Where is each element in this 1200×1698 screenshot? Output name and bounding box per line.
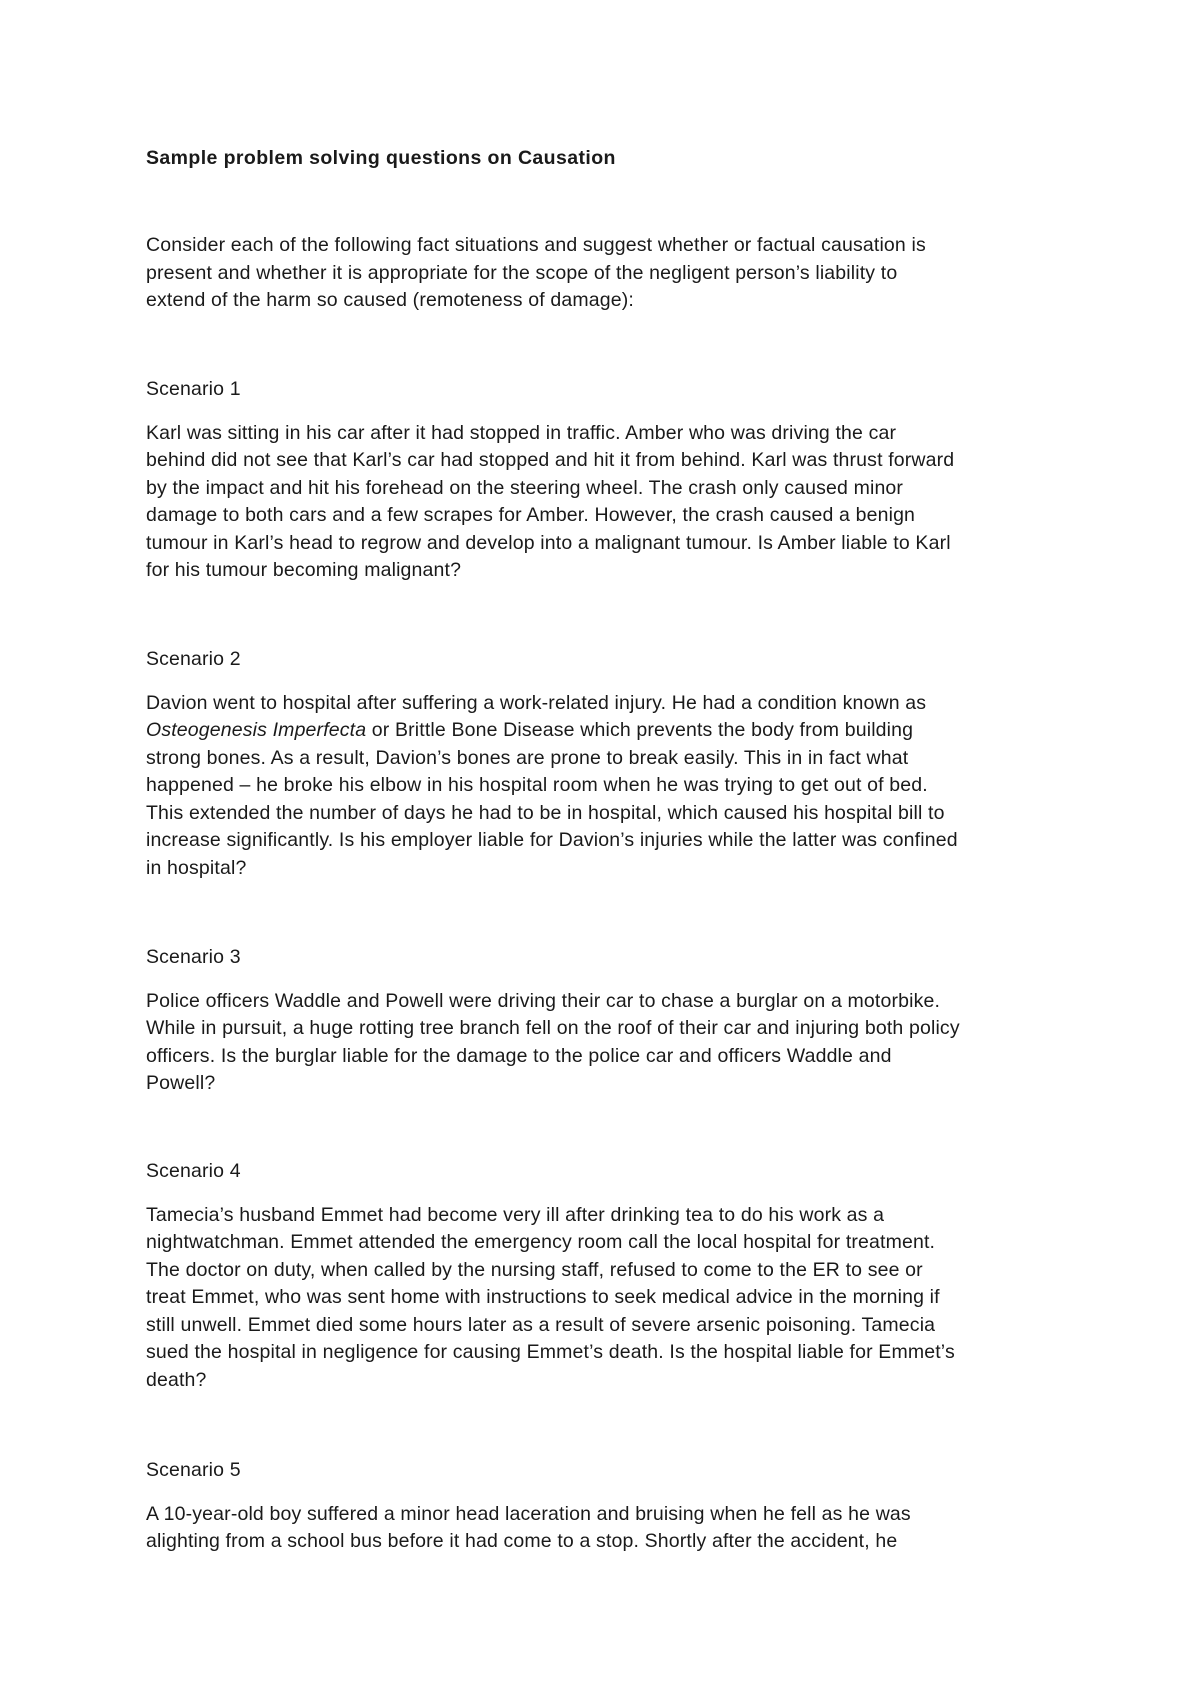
scenario-5 (146, 1457, 1066, 1556)
body-line: for his tumour becoming malignant? (146, 559, 462, 581)
body-line: still unwell. Emmet died some hours later as a result of severe arsenic poisoning. Tamecia (146, 1313, 936, 1336)
body-line: happened – he broke his elbow in his hospital room when he was trying to get out of bed. (146, 774, 928, 796)
body-line: behind did not see that Karl’s car had stopped and hit it from behind. Karl was thrust forward (146, 449, 955, 471)
body-line: increase significantly. Is his employer liable for Davion’s injuries while the latter was confined (146, 829, 958, 851)
body-line: damage to both cars and a few scrapes for Amber. However, the crash caused a benign (146, 504, 916, 526)
body-line: alighting from a school bus before it had come to a stop. Shortly after the accident, he (146, 1530, 898, 1552)
intro-paragraph (146, 232, 1066, 315)
body-line: treat Emmet, who was sent home with instructions to seek medical advice in the morning if (146, 1286, 940, 1308)
body-line-rest: or Brittle Bone Disease which prevents the body from building (366, 719, 914, 741)
scenario-body (146, 1501, 1066, 1556)
scenario-heading: Scenario 1 (146, 378, 241, 400)
body-line: Karl was sitting in his car after it had stopped in traffic. Amber who was driving the car (146, 421, 897, 444)
scenario-3 (146, 944, 1066, 1098)
body-line: A 10-year-old boy suffered a minor head laceration and bruising when he fell as he was (146, 1502, 911, 1525)
scenario-4 (146, 1158, 1066, 1394)
scenario-heading: Scenario 3 (146, 946, 241, 968)
scenario-heading: Scenario 5 (146, 1459, 241, 1481)
body-line: The doctor on duty, when called by the nursing staff, refused to come to the ER to see or (146, 1258, 923, 1281)
scenario-2 (146, 646, 1066, 882)
scenario-heading: Scenario 4 (146, 1160, 241, 1182)
scenario-heading: Scenario 2 (146, 648, 241, 670)
body-line: officers. Is the burglar liable for the damage to the police car and officers Waddle and (146, 1044, 892, 1067)
scenario-body (146, 988, 1066, 1098)
intro-line: present and whether it is appropriate for the scope of the negligent person’s liability to (146, 261, 898, 284)
scenario-body (146, 420, 1066, 585)
scenario-1 (146, 376, 1066, 585)
disease-name-italic: Osteogenesis Imperfecta (146, 719, 367, 741)
body-line: Powell? (146, 1072, 216, 1094)
scenario-body (146, 1202, 1066, 1395)
body-line (146, 717, 1066, 745)
body-line: While in pursuit, a huge rotting tree branch fell on the roof of their car and injuring both policy (146, 1017, 960, 1039)
body-line: in hospital? (146, 856, 247, 879)
scenario-body (146, 690, 1066, 883)
body-line: Police officers Waddle and Powell were driving their car to chase a burglar on a motorbike. (146, 989, 941, 1012)
document-title: Sample problem solving questions on Causation (146, 147, 616, 169)
intro-line: extend of the harm so caused (remoteness of damage): (146, 289, 634, 311)
body-line: tumour in Karl’s head to regrow and develop into a malignant tumour. Is Amber liable to Karl (146, 531, 951, 554)
body-line: Tamecia’s husband Emmet had become very ill after drinking tea to do his work as a (146, 1203, 885, 1226)
body-line: death? (146, 1368, 207, 1391)
body-line: nightwatchman. Emmet attended the emergency room call the local hospital for treatment. (146, 1231, 936, 1253)
body-line: by the impact and hit his forehead on the steering wheel. The crash only caused minor (146, 476, 904, 499)
body-line: sued the hospital in negligence for causing Emmet’s death. Is the hospital liable for Emmet’s (146, 1341, 955, 1363)
body-line: This extended the number of days he had to be in hospital, which caused his hospital bill to (146, 801, 945, 824)
body-line: Davion went to hospital after suffering a work-related injury. He had a condition known as (146, 691, 927, 714)
body-line: strong bones. As a result, Davion’s bones are prone to break easily. This in in fact what (146, 746, 909, 769)
intro-line: Consider each of the following fact situations and suggest whether or factual causation is (146, 234, 926, 256)
